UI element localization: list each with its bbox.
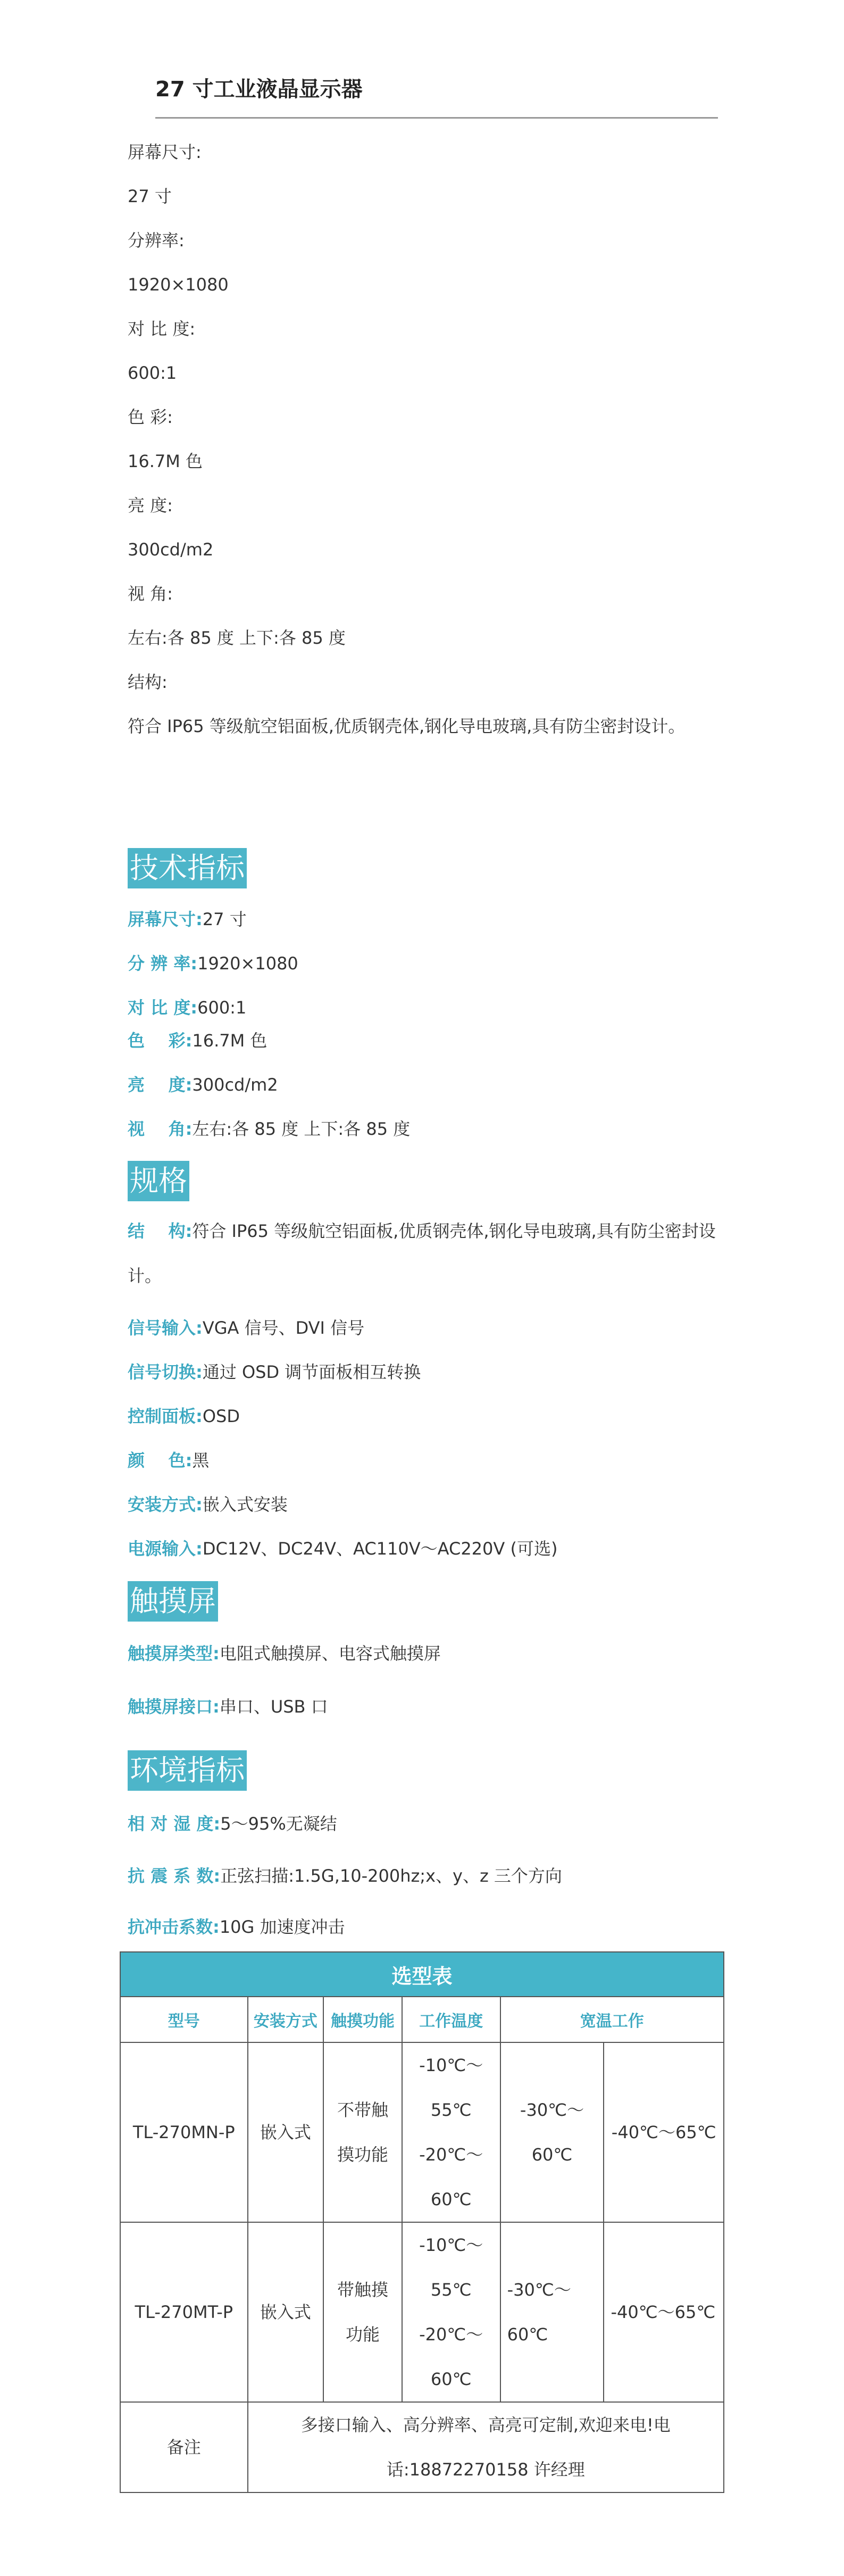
kv-key: 触摸屏接口:	[128, 1697, 220, 1717]
section-heading-touch: 触摸屏	[128, 1581, 218, 1622]
kv-value: 嵌入式安装	[202, 1494, 288, 1515]
cell-wide1: -30℃～60℃	[500, 2222, 604, 2402]
kv-value: 300cd/m2	[192, 1075, 278, 1095]
kv-value: 串口、USB 口	[219, 1697, 328, 1717]
spec-color	[128, 1452, 209, 1469]
kv-value: 通过 OSD 调节面板相互转换	[202, 1362, 421, 1382]
kv-value: 符合 IP65 等级航空铝面板,优质钢壳体,钢化导电玻璃,具有防尘密封设计。	[128, 1221, 716, 1286]
cell-remark-text: 多接口输入、高分辨率、高亮可定制,欢迎来电!电话:18872270158 许经理	[248, 2402, 724, 2492]
kv-key: 抗 震 系 数:	[128, 1866, 221, 1886]
spec-power	[128, 1540, 557, 1557]
cell-wide1: -30℃～60℃	[500, 2042, 604, 2222]
spec-value-screen-size: 27 寸	[128, 186, 172, 206]
kv-value: 正弦扫描:1.5G,10-200hz;x、y、z 三个方向	[220, 1866, 562, 1886]
cell-install: 嵌入式	[248, 2222, 324, 2402]
kv-key: 视 角:	[128, 1119, 193, 1139]
selection-table	[120, 1951, 724, 2493]
touch-type	[128, 1645, 441, 1662]
cell-temp: -10℃～55℃ -20℃～60℃	[402, 2042, 500, 2222]
table-row-remark	[120, 2402, 724, 2492]
kv-key: 分 辨 率:	[128, 953, 198, 974]
env-shock	[128, 1918, 345, 1935]
kv-value: 电阻式触摸屏、电容式触摸屏	[219, 1643, 441, 1664]
kv-key: 电源输入:	[128, 1539, 203, 1559]
env-vibration	[128, 1867, 562, 1884]
spec-value-structure: 符合 IP65 等级航空铝面板,优质钢壳体,钢化导电玻璃,具有防尘密封设计。	[128, 716, 686, 736]
spec-label-brightness: 亮 度:	[128, 495, 173, 516]
kv-key: 安装方式:	[128, 1494, 203, 1515]
table-header-install: 安装方式	[248, 1997, 324, 2042]
kv-value: 16.7M 色	[192, 1031, 268, 1051]
table-header-temp: 工作温度	[402, 1997, 500, 2042]
kv-key: 亮 度:	[128, 1075, 193, 1095]
kv-value: 5～95%无凝结	[220, 1814, 337, 1834]
tech-screen-size	[128, 911, 247, 928]
kv-key: 对 比 度:	[128, 998, 198, 1018]
kv-value: 1920×1080	[197, 953, 298, 974]
spec-label-screen-size: 屏幕尺寸:	[128, 142, 202, 162]
cell-touch: 带触摸功能	[323, 2222, 402, 2402]
cell-model: TL-270MN-P	[120, 2042, 248, 2222]
spec-signal-switch	[128, 1364, 421, 1381]
table-row	[120, 2222, 724, 2402]
spec-value-resolution: 1920×1080	[128, 275, 229, 295]
section-heading-tech: 技术指标	[128, 848, 247, 888]
table-row	[120, 2042, 724, 2222]
spec-control-panel	[128, 1408, 240, 1425]
spec-label-view-angle: 视 角:	[128, 584, 173, 604]
spec-signal-input	[128, 1319, 364, 1336]
table-header-wide-temp: 宽温工作	[500, 1997, 724, 2042]
kv-key: 信号切换:	[128, 1362, 203, 1382]
kv-value: 黑	[192, 1450, 210, 1470]
kv-value: DC12V、DC24V、AC110V～AC220V (可选)	[202, 1539, 558, 1559]
cell-model: TL-270MT-P	[120, 2222, 248, 2402]
spec-value-contrast: 600:1	[128, 363, 177, 383]
kv-value: OSD	[202, 1406, 240, 1426]
kv-value: 27 寸	[202, 909, 247, 929]
kv-value: 600:1	[197, 998, 247, 1018]
table-header-model: 型号	[120, 1997, 248, 2042]
table-header-touch: 触摸功能	[323, 1997, 402, 2042]
cell-remark-label: 备注	[120, 2402, 248, 2492]
tech-view-angle	[128, 1120, 410, 1137]
tech-brightness	[128, 1076, 278, 1093]
section-heading-env: 环境指标	[128, 1750, 247, 1791]
kv-key: 色 彩:	[128, 1031, 193, 1051]
env-humidity	[128, 1815, 337, 1832]
title-divider	[155, 117, 718, 119]
table-caption: 选型表	[120, 1952, 724, 1997]
tech-color	[128, 1032, 267, 1049]
cell-wide2: -40℃～65℃	[604, 2042, 724, 2222]
spec-install	[128, 1496, 288, 1513]
cell-wide2: -40℃～65℃	[604, 2222, 724, 2402]
touch-interface	[128, 1698, 328, 1715]
section-heading-spec: 规格	[128, 1161, 189, 1201]
spec-value-brightness: 300cd/m2	[128, 539, 214, 560]
kv-key: 信号输入:	[128, 1318, 203, 1338]
kv-key: 屏幕尺寸:	[128, 909, 203, 929]
kv-key: 相 对 湿 度:	[128, 1814, 221, 1834]
tech-resolution	[128, 955, 298, 972]
kv-key: 抗冲击系数:	[128, 1917, 220, 1937]
spec-value-color: 16.7M 色	[128, 451, 203, 471]
kv-value: VGA 信号、DVI 信号	[202, 1318, 365, 1338]
cell-temp: -10℃～55℃ -20℃～60℃	[402, 2222, 500, 2402]
spec-label-color: 色 彩:	[128, 407, 173, 427]
spec-label-contrast: 对 比 度:	[128, 319, 196, 339]
spec-label-structure: 结构:	[128, 672, 168, 692]
kv-key: 控制面板:	[128, 1406, 203, 1426]
kv-key: 结 构:	[128, 1221, 193, 1241]
kv-key: 触摸屏类型:	[128, 1643, 220, 1664]
page-title: 27 寸工业液晶显示器	[155, 77, 363, 102]
cell-install: 嵌入式	[248, 2042, 324, 2222]
kv-value: 10G 加速度冲击	[219, 1917, 345, 1937]
kv-value: 左右:各 85 度 上下:各 85 度	[192, 1119, 411, 1139]
cell-touch: 不带触摸功能	[323, 2042, 402, 2222]
spec-label-resolution: 分辨率:	[128, 230, 185, 251]
spec-structure	[128, 1209, 718, 1298]
kv-key: 颜 色:	[128, 1450, 193, 1470]
tech-contrast	[128, 999, 246, 1016]
spec-value-view-angle: 左右:各 85 度 上下:各 85 度	[128, 628, 346, 648]
